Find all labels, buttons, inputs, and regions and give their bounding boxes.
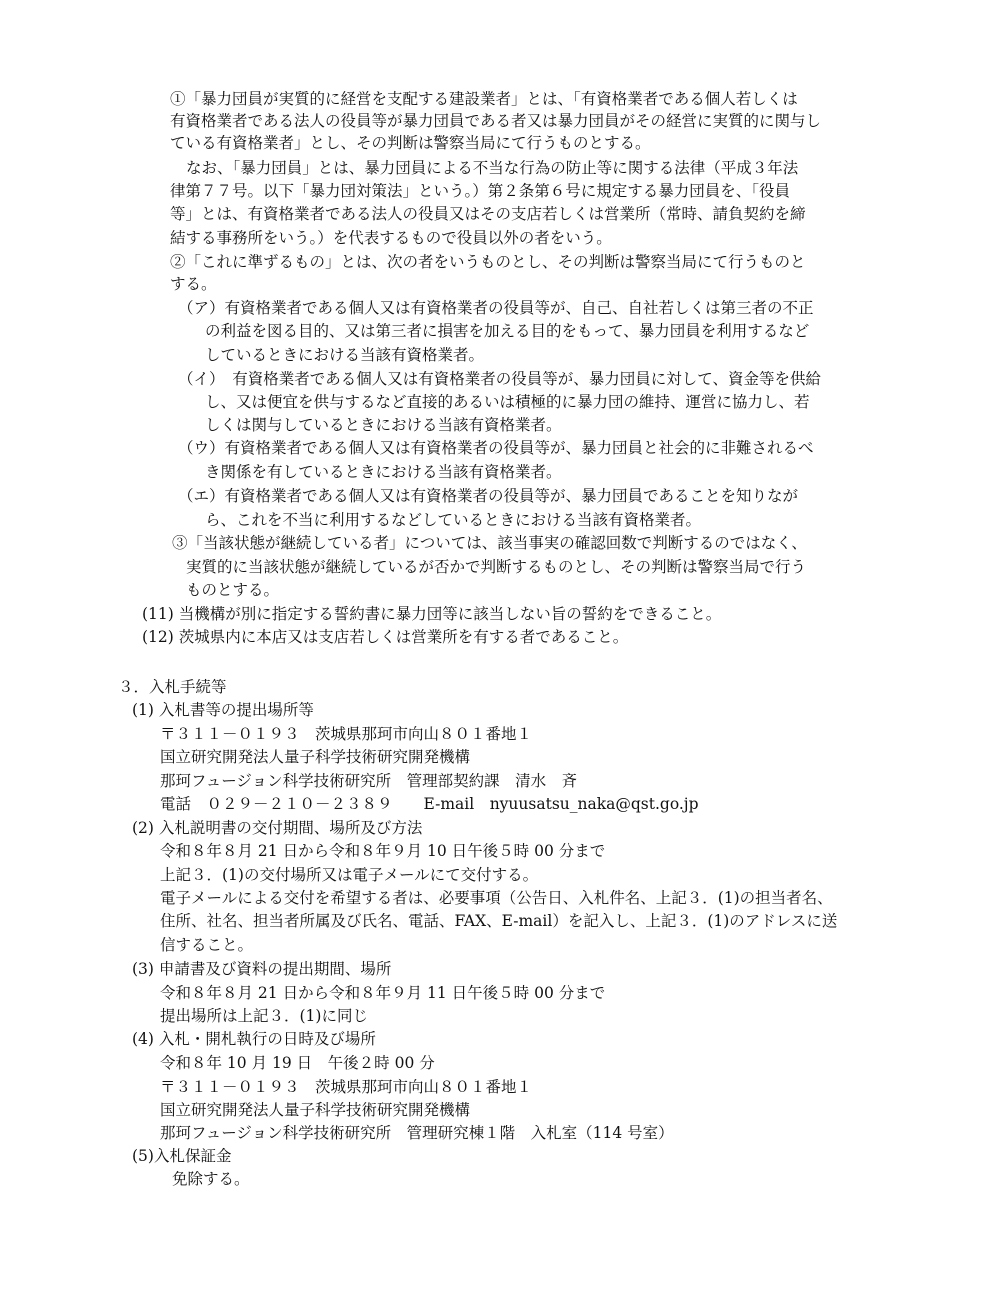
text-line: ている有資格業者」とし、その判断は警察当局にて行うものとする。: [170, 134, 651, 152]
text-line: 結する事務所をいう。）を代表するもので役員以外の者をいう。: [170, 229, 612, 247]
text-line: 〒３１１－０１９３ 茨城県那珂市向山８０１番地１: [160, 1078, 533, 1096]
subsection-heading: (4) 入札・開札執行の日時及び場所: [132, 1030, 376, 1048]
text-line: 国立研究開発法人量子科学技術研究開発機構: [160, 1101, 471, 1119]
text-line: (12) 茨城県内に本店又は支店若しくは営業所を有する者であること。: [142, 628, 629, 646]
text-line: 提出場所は上記３．(1)に同じ: [160, 1007, 368, 1025]
text-line: き関係を有しているときにおける当該有資格業者。: [205, 463, 562, 481]
text-line: する。: [170, 275, 217, 293]
text-line: 電子メールによる交付を希望する者は、必要事項（公告日、入札件名、上記３．(1)の担当者名、: [160, 889, 833, 907]
text-line: の利益を図る目的、又は第三者に損害を加える目的をもって、暴力団員を利用するなど: [205, 322, 810, 340]
text-line: 実質的に当該状態が継続しているが否かで判断するものとし、その判断は警察当局で行う: [186, 558, 807, 576]
text-line: ③「当該状態が継続している者」については、該当事実の確認回数で判断するのではなく、: [172, 534, 807, 552]
text-line: ら、これを不当に利用するなどしているときにおける当該有資格業者。: [205, 511, 702, 529]
text-line: 有資格業者である法人の役員等が暴力団員である者又は暴力団員がその経営に実質的に関与し: [170, 112, 822, 130]
subsection-heading: (5)入札保証金: [132, 1147, 232, 1165]
text-line: 令和８年 10 月 19 日 午後２時 00 分: [160, 1054, 435, 1072]
text-line: ものとする。: [186, 581, 280, 599]
section-heading: ３．入札手続等: [118, 678, 227, 696]
text-line: 等」とは、有資格業者である法人の役員又はその支店若しくは営業所（常時、請負契約を締: [170, 205, 806, 223]
text-line: 那珂フュージョン科学技術研究所 管理部契約課 清水 斉: [160, 772, 578, 790]
text-line: （エ）有資格業者である個人又は有資格業者の役員等が、暴力団員であることを知りなが: [178, 487, 799, 505]
text-line: 律第７７号。以下「暴力団対策法」という。）第２条第６号に規定する暴力団員を、「役員: [170, 182, 791, 200]
text-line: し、又は便宜を供与するなど直接的あるいは積極的に暴力団の維持、運営に協力し、若: [205, 393, 810, 411]
text-line: ①「暴力団員が実質的に経営を支配する建設業者」とは、「有資格業者である個人若しくは: [170, 90, 798, 108]
subsection-heading: (3) 申請書及び資料の提出期間、場所: [132, 960, 392, 978]
text-line: 国立研究開発法人量子科学技術研究開発機構: [160, 748, 471, 766]
subsection-heading: (1) 入札書等の提出場所等: [132, 701, 314, 719]
text-line: 上記３．(1)の交付場所又は電子メールにて交付する。: [160, 866, 539, 884]
text-line: 免除する。: [172, 1170, 250, 1188]
text-line: （ウ）有資格業者である個人又は有資格業者の役員等が、暴力団員と社会的に非難されるべ: [178, 439, 814, 457]
text-line: なお、「暴力団員」とは、暴力団員による不当な行為の防止等に関する法律（平成３年法: [186, 159, 799, 177]
text-line: しくは関与しているときにおける当該有資格業者。: [205, 416, 562, 434]
text-line: 住所、社名、担当者所属及び氏名、電話、FAX、E-mail）を記入し、上記３．(1)のアドレスに送: [160, 912, 838, 930]
text-line: 令和８年８月 21 日から令和８年９月 10 日午後５時 00 分まで: [160, 842, 606, 860]
text-line: （イ） 有資格業者である個人又は有資格業者の役員等が、暴力団員に対して、資金等を供給: [178, 370, 821, 388]
text-line: 那珂フュージョン科学技術研究所 管理研究棟１階 入札室（114 号室）: [160, 1124, 674, 1142]
text-line: 信すること。: [160, 936, 254, 954]
text-line: しているときにおける当該有資格業者。: [205, 346, 485, 364]
text-line: （ア）有資格業者である個人又は有資格業者の役員等が、自己、自社若しくは第三者の不正: [178, 299, 814, 317]
text-line: 令和８年８月 21 日から令和８年９月 11 日午後５時 00 分まで: [160, 984, 606, 1002]
text-line: ②「これに準ずるもの」とは、次の者をいうものとし、その判断は警察当局にて行うものと: [170, 253, 806, 271]
subsection-heading: (2) 入札説明書の交付期間、場所及び方法: [132, 819, 423, 837]
text-line: 〒３１１－０１９３ 茨城県那珂市向山８０１番地１: [160, 725, 533, 743]
text-line: (11) 当機構が別に指定する誓約書に暴力団等に該当しない旨の誓約をできること。: [142, 605, 722, 623]
text-line: 電話 ０２９－２１０－２３８９ E-mail nyuusatsu_naka@qst.go.jp: [160, 795, 699, 813]
